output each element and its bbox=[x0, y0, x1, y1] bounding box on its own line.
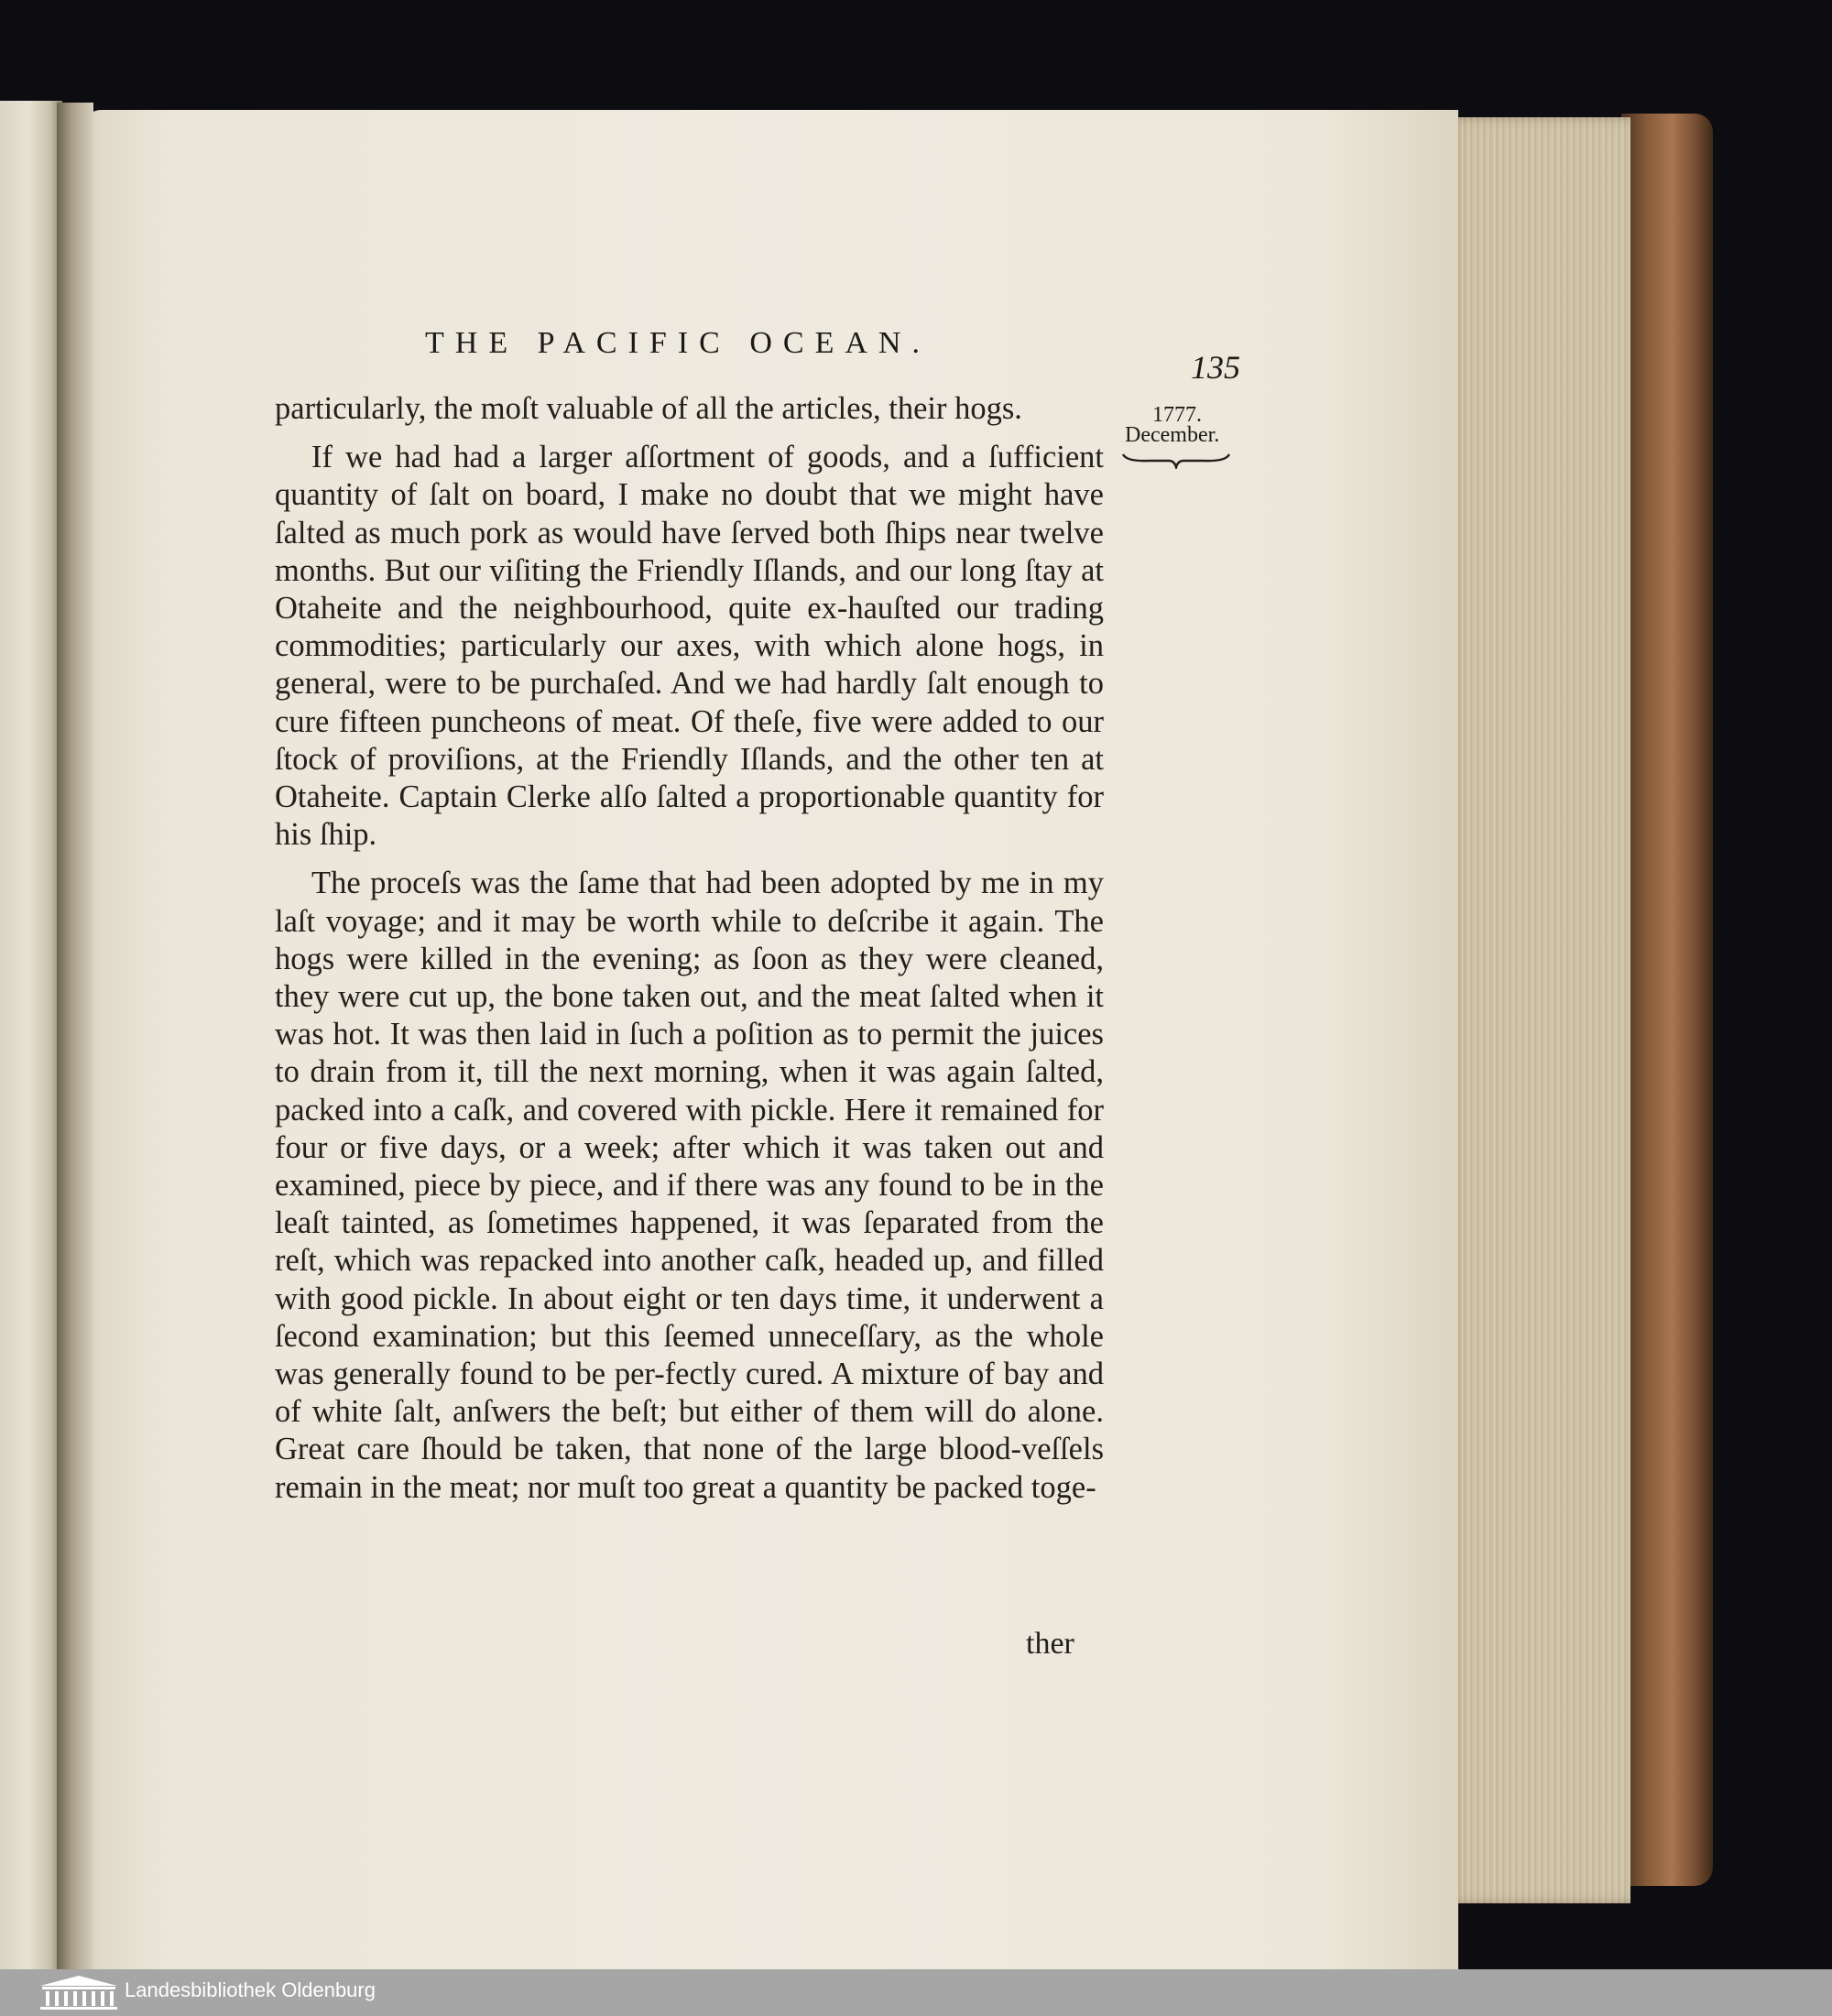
book-gutter bbox=[57, 103, 93, 1969]
book-cover bbox=[1621, 114, 1713, 1886]
margin-note-month: December. bbox=[1125, 423, 1220, 447]
library-building-icon bbox=[37, 1973, 121, 2011]
library-name: Landesbibliothek Oldenburg bbox=[125, 1978, 376, 2001]
margin-note-year: 1777. bbox=[1152, 403, 1202, 427]
running-title: THE PACIFIC OCEAN. bbox=[425, 326, 931, 360]
left-page-edge bbox=[0, 101, 62, 1969]
brace-mark bbox=[1121, 451, 1231, 469]
body-text bbox=[275, 390, 1104, 1518]
paragraph: particularly, the moſt valuable of all the articles, their hogs. bbox=[275, 391, 1022, 426]
page-edges bbox=[1447, 117, 1630, 1903]
catchword: ther bbox=[1026, 1627, 1074, 1661]
paragraph: The proceſs was the ſame that had been adopted by me in my laſt voyage; and it may be worth while to deſcribe it again. The hogs were killed in the evening; as ſoon as they were cleaned, they were cut up, the bone taken out, and the meat ſalted when it was hot. It was then laid in ſuch a poſition as to permit the juices to drain from it, till the next morning, when it was again ſalted, packed into a caſk, and covered with pickle. Here it remained for four or five days, or a week; after which it was taken out and examined, piece by piece, and if there was any found to be in the leaſt tainted, as ſometimes happened, it was ſeparated from the reſt, which was repacked into another caſk, headed up, and filled with good pickle. In about eight or ten days time, it underwent a ſecond examination; but this ſeemed unneceſſary, as the whole was generally found to be per-fectly cured. A mixture of bay and of white ſalt, anſwers the beſt; but either of them will do alone. Great care ſhould be taken, that none of the large blood-veſſels remain in the meat; nor muſt too great a quantity be packed toge- bbox=[275, 866, 1104, 1505]
page-number: 135 bbox=[1191, 349, 1240, 386]
paragraph: If we had had a larger aſſortment of goods, and a ſufficient quantity of ſalt on board, I make no doubt that we might have ſalted as much pork as would have ſerved both ſhips near twelve months. But our viſiting the Friendly Iſlands, and our long ſtay at Otaheite and the neighbourhood, quite ex-hauſted our trading commodities; particularly our axes, with which alone hogs, in general, were to be purchaſed. And we had hardly ſalt enough to cure fifteen puncheons of meat. Of theſe, five were added to our ſtock of proviſions, at the Friendly Iſlands, and the other ten at Otaheite. Captain Clerke alſo ſalted a proportionable quantity for his ſhip. bbox=[275, 440, 1104, 853]
